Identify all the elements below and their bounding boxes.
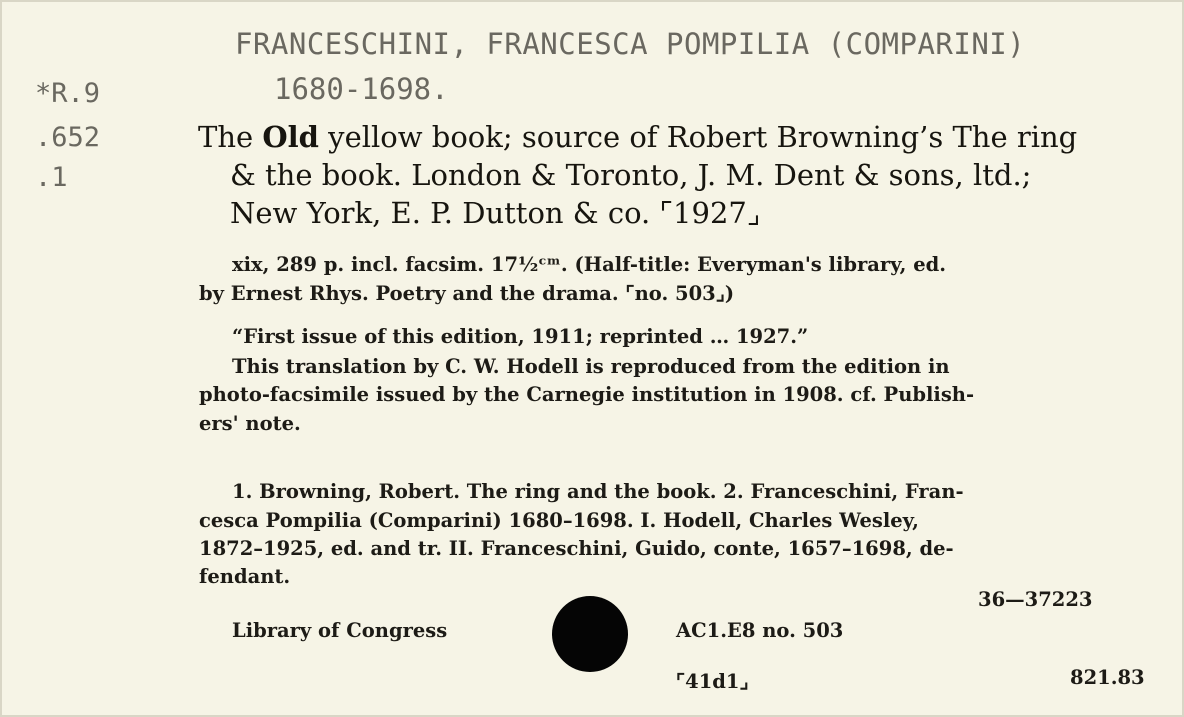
lc-classification: AC1.E8 no. 503 xyxy=(676,619,844,642)
collation-line: xix, 289 p. incl. facsim. 17½ᶜᵐ. (Half-title: Everyman's library, ed. xyxy=(232,253,947,276)
tracing-line: cesca Pompilia (Comparini) 1680–1698. I. Hodell, Charles Wesley, xyxy=(199,509,919,532)
collation-line: by Ernest Rhys. Poetry and the drama. ⌜no. 503⌟) xyxy=(199,282,735,305)
title-bold-word: Old xyxy=(262,120,319,154)
title-line xyxy=(198,120,1077,154)
note-line: photo-facsimile issued by the Carnegie institution in 1908. cf. Publish- xyxy=(199,383,975,406)
call-number-line: .1 xyxy=(35,162,68,193)
library-name: Library of Congress xyxy=(232,619,448,642)
imprint-line: & the book. London & Toronto, J. M. Dent & sons, ltd.; xyxy=(230,158,1032,192)
punch-hole xyxy=(552,596,628,672)
imprint-line: New York, E. P. Dutton & co. ⌜1927⌟ xyxy=(230,196,761,230)
call-number-line: .652 xyxy=(35,122,101,153)
tracing-line: 1872–1925, ed. and tr. II. Franceschini, Guido, conte, 1657–1698, de- xyxy=(199,537,954,560)
dewey-number: 821.83 xyxy=(1070,666,1145,689)
title-text: yellow book; source of Robert Browning’s The ring xyxy=(318,120,1078,154)
main-entry-dates: 1680-1698. xyxy=(274,72,449,106)
tracing-line: 1. Browning, Robert. The ring and the book. 2. Franceschini, Fran- xyxy=(232,480,964,503)
title-text: The xyxy=(198,120,263,154)
order-number: ⌜41d1⌟ xyxy=(676,670,749,693)
call-number-line: *R.9 xyxy=(35,78,101,109)
note-line: This translation by C. W. Hodell is reproduced from the edition in xyxy=(232,355,950,378)
tracing-line: fendant. xyxy=(199,565,291,588)
main-entry-heading: FRANCESCHINI, FRANCESCA POMPILIA (COMPARINI) xyxy=(235,27,1026,61)
note-line: “First issue of this edition, 1911; reprinted … 1927.” xyxy=(232,325,809,348)
note-line: ers' note. xyxy=(199,412,301,435)
card-number: 36—37223 xyxy=(978,588,1093,611)
